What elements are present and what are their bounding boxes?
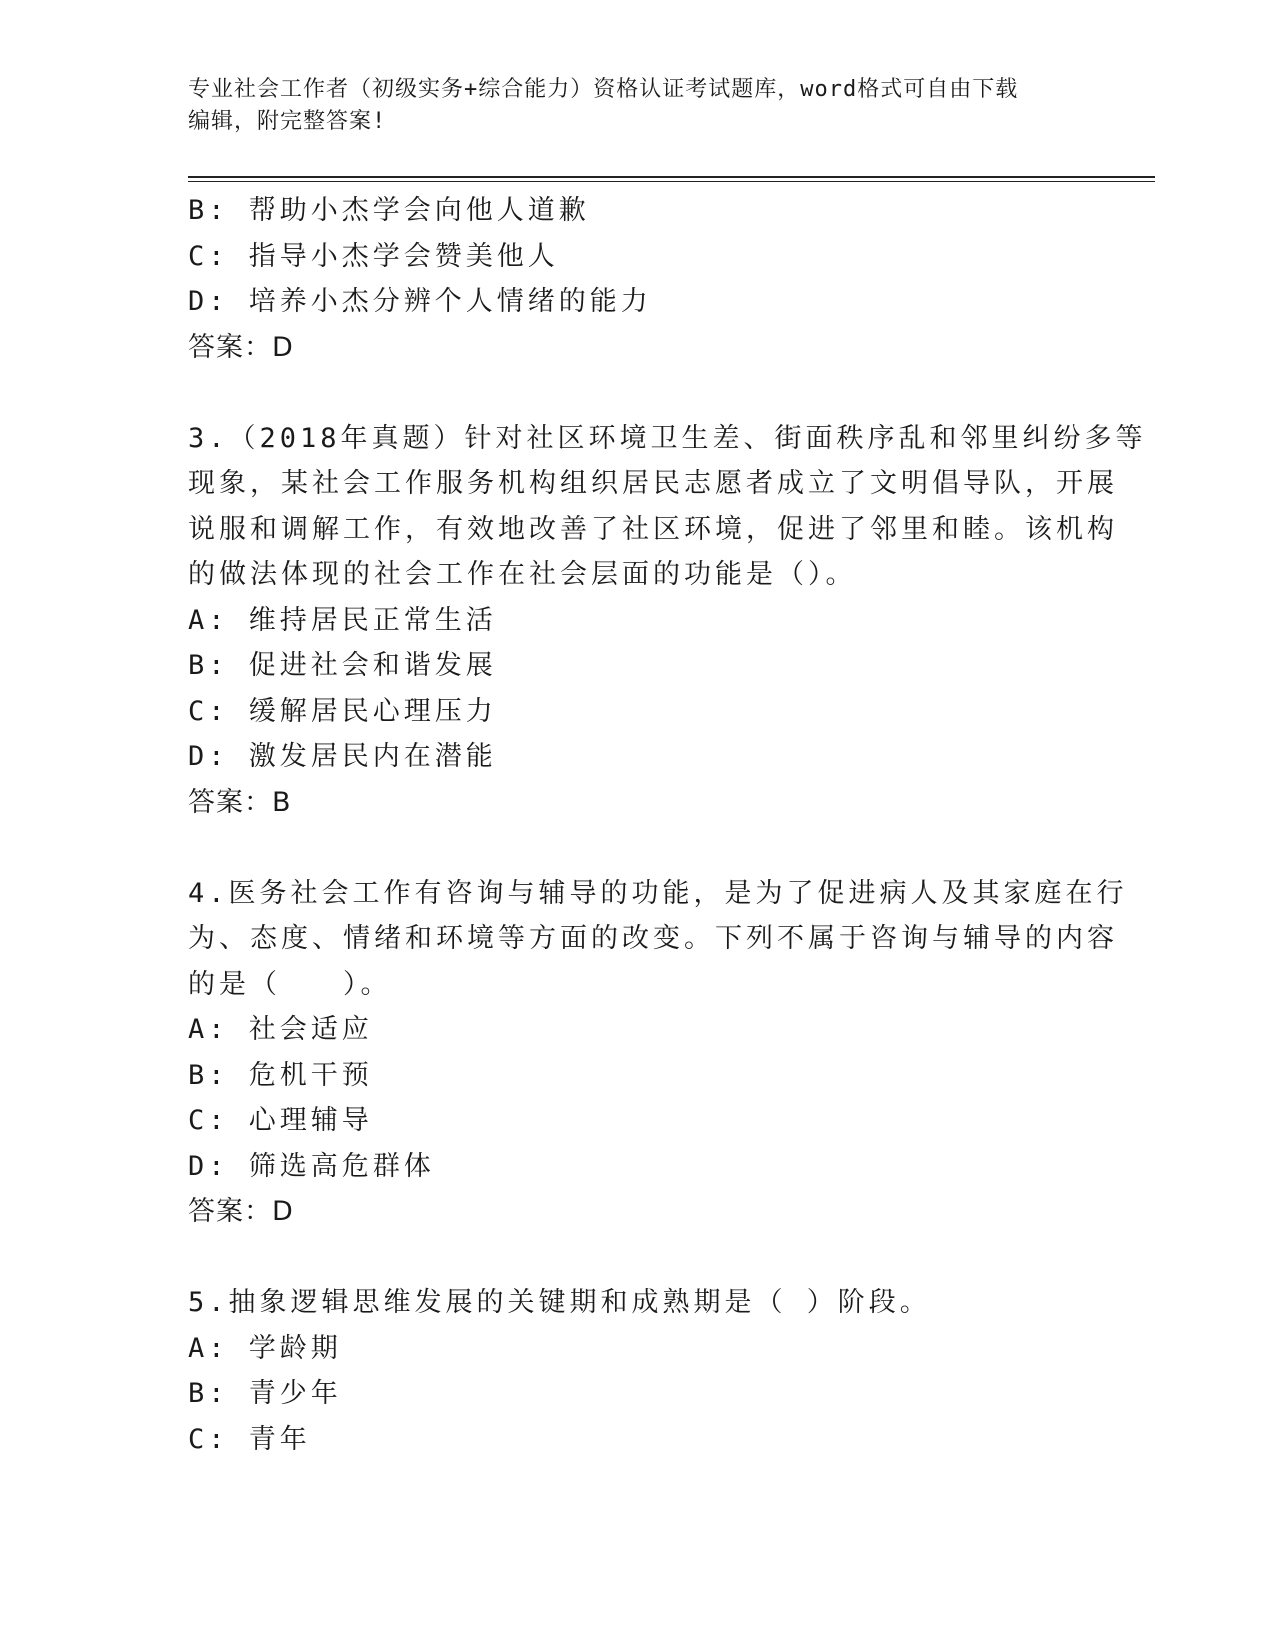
option-b: B: 促进社会和谐发展 <box>188 650 497 681</box>
question-stem-line: 4.医务社会工作有咨询与辅导的功能，是为了促进病人及其家庭在行 <box>188 877 1128 909</box>
option-c: C: 指导小杰学会赞美他人 <box>188 240 559 272</box>
spacer <box>188 1235 1068 1281</box>
option-c: C: 缓解居民心理压力 <box>188 695 497 727</box>
header-line-1: 专业社会工作者（初级实务+综合能力）资格认证考试题库，word格式可自由下载 <box>188 77 1019 102</box>
question-5 <box>188 1280 1068 1462</box>
option-a: A: 社会适应 <box>188 1014 373 1045</box>
question-content <box>188 188 1147 1462</box>
page-header <box>188 74 1088 138</box>
answer: 答案：D <box>188 331 294 363</box>
option-c: C: 心理辅导 <box>188 1105 373 1136</box>
option-a: A: 维持居民正常生活 <box>188 604 497 636</box>
question-stem-line: 3.（2018年真题）针对社区环境卫生差、街面秩序乱和邻里纠纷多等 <box>188 422 1147 454</box>
answer: 答案：B <box>188 786 292 818</box>
question-4 <box>188 871 1128 1235</box>
question-stem-line: 现象，某社会工作服务机构组织居民志愿者成立了文明倡导队，开展 <box>188 468 1118 499</box>
question-stem-line: 为、态度、情绪和环境等方面的改变。下列不属于咨询与辅导的内容 <box>188 923 1118 954</box>
question-3 <box>188 416 1147 826</box>
option-d: D: 筛选高危群体 <box>188 1150 435 1182</box>
option-b: B: 帮助小杰学会向他人道歉 <box>188 195 590 226</box>
spacer <box>188 370 1068 416</box>
option-c: C: 青年 <box>188 1423 311 1455</box>
spacer <box>188 825 1068 871</box>
option-b: B: 青少年 <box>188 1378 342 1409</box>
header-divider <box>188 176 1155 182</box>
question-stem-line: 的是（ ）。 <box>188 968 392 1000</box>
header-line-2: 编辑，附完整答案! <box>188 109 387 134</box>
question-stem-line: 5.抽象逻辑思维发展的关键期和成熟期是（ ）阶段。 <box>188 1287 931 1318</box>
option-d: D: 培养小杰分辨个人情绪的能力 <box>188 286 652 317</box>
answer: 答案：D <box>188 1196 294 1227</box>
question-2-tail <box>188 188 1068 370</box>
question-stem-line: 的做法体现的社会工作在社会层面的功能是（）。 <box>188 559 857 590</box>
option-b: B: 危机干预 <box>188 1059 373 1091</box>
question-stem-line: 说服和调解工作，有效地改善了社区环境，促进了邻里和睦。该机构 <box>188 513 1118 545</box>
option-d: D: 激发居民内在潜能 <box>188 741 497 772</box>
option-a: A: 学龄期 <box>188 1332 342 1364</box>
